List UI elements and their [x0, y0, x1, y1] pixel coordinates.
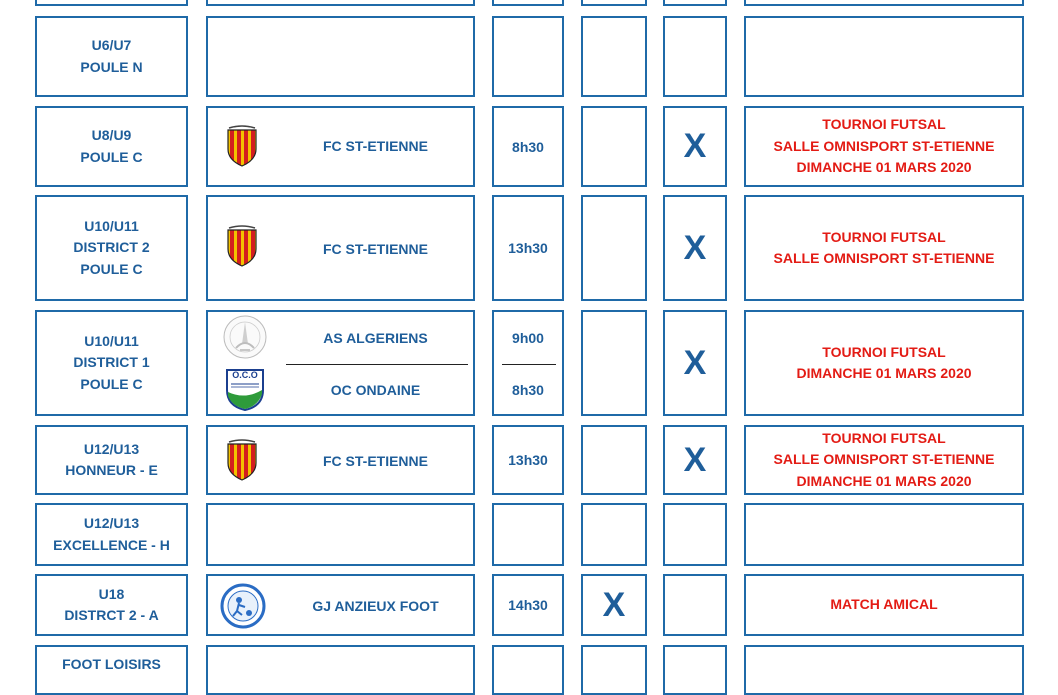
cell-note-u12u13-excellence	[744, 503, 1024, 566]
cell-category-u18	[35, 574, 188, 636]
cell-team-u8u9	[206, 106, 475, 187]
cell-category-row0	[35, 0, 188, 6]
as-algeriens-logo-icon	[222, 314, 268, 360]
team-name: GJ ANZIEUX FOOT	[312, 598, 439, 614]
note-line: DIMANCHE 01 MARS 2020	[796, 472, 972, 489]
cell-team-row0	[206, 0, 475, 6]
cell-note-u18	[744, 574, 1024, 636]
category-line: DISTRICT 1	[73, 354, 150, 371]
cell-away-u8u9	[663, 106, 727, 187]
cell-time-u8u9	[492, 106, 564, 187]
kickoff-time: 8h30	[512, 138, 544, 155]
note-line: TOURNOI FUTSAL	[822, 116, 946, 133]
cell-away-u6u7	[663, 16, 727, 97]
home-mark: X	[602, 585, 626, 624]
fc-st-etienne-crest-icon	[226, 225, 258, 267]
note-line: TOURNOI FUTSAL	[822, 228, 946, 245]
cell-home-u6u7	[581, 16, 647, 97]
note-line: SALLE OMNISPORT ST-ETIENNE	[773, 250, 995, 266]
cell-time-u10u11-d1	[492, 310, 564, 416]
fc-st-etienne-crest-icon	[226, 125, 258, 167]
kickoff-time: 13h30	[508, 240, 548, 256]
cell-time-row0	[492, 0, 564, 6]
team-name-a: AS ALGERIENS	[323, 330, 428, 346]
divider	[286, 364, 468, 365]
cell-time-u18	[492, 574, 564, 636]
category-line: POULE C	[80, 260, 143, 277]
cell-home-u10u11-d1	[581, 310, 647, 416]
cell-category-u12u13-honneur	[35, 425, 188, 495]
cell-home-u8u9	[581, 106, 647, 187]
cell-note-u10u11-d1	[744, 310, 1024, 416]
cell-note-row0	[744, 0, 1024, 6]
cell-team-u6u7	[206, 16, 475, 97]
cell-category-u10u11-d1	[35, 310, 188, 416]
category-line: HONNEUR - E	[65, 462, 158, 478]
away-mark: X	[683, 343, 707, 382]
cell-team-u12u13-honneur	[206, 425, 475, 495]
away-mark: X	[683, 127, 707, 165]
category-line: U10/U11	[84, 217, 139, 234]
note-line: SALLE OMNISPORT ST-ETIENNE	[773, 451, 995, 468]
kickoff-time: 13h30	[508, 452, 548, 468]
fc-st-etienne-crest-icon	[226, 439, 258, 481]
cell-away-u10u11-d1	[663, 310, 727, 416]
cell-time-u10u11-d2	[492, 195, 564, 301]
cell-category-u10u11-d2	[35, 195, 188, 301]
cell-home-u10u11-d2	[581, 195, 647, 301]
team-name-b: OC ONDAINE	[330, 382, 421, 398]
kickoff-time-b: 8h30	[512, 382, 544, 398]
away-mark: X	[683, 228, 707, 267]
cell-note-u12u13-honneur	[744, 425, 1024, 495]
cell-team-u10u11-d2	[206, 195, 475, 301]
category-line: POULE N	[80, 58, 143, 75]
cell-away-u18	[663, 574, 727, 636]
category-line: U18	[98, 585, 125, 602]
cell-category-foot-loisirs	[35, 645, 188, 695]
category-line: DISTRCT 2 - A	[64, 607, 159, 623]
note-line: SALLE OMNISPORT ST-ETIENNE	[773, 137, 995, 154]
cell-home-row0	[581, 0, 647, 6]
category-line: FOOT LOISIRS	[62, 656, 161, 672]
away-mark: X	[683, 440, 707, 479]
note-line: DIMANCHE 01 MARS 2020	[796, 159, 972, 176]
category-line: EXCELLENCE - H	[53, 536, 170, 553]
cell-note-u8u9	[744, 106, 1024, 187]
cell-category-u6u7	[35, 16, 188, 97]
cell-home-u12u13-excellence	[581, 503, 647, 566]
divider	[502, 364, 556, 365]
cell-time-foot-loisirs	[492, 645, 564, 695]
cell-home-u12u13-honneur	[581, 425, 647, 495]
cell-away-u12u13-excellence	[663, 503, 727, 566]
oc-ondaine-crest-text: O.C.O	[232, 370, 258, 380]
category-line: U8/U9	[91, 127, 132, 143]
cell-home-u18	[581, 574, 647, 636]
note-line: TOURNOI FUTSAL	[822, 429, 946, 446]
category-line: POULE C	[80, 148, 143, 165]
cell-time-u12u13-excellence	[492, 503, 564, 566]
kickoff-time: 14h30	[508, 597, 548, 613]
cell-team-u12u13-excellence	[206, 503, 475, 566]
cell-note-u10u11-d2	[744, 195, 1024, 301]
oc-ondaine-logo	[222, 366, 268, 412]
cell-team-foot-loisirs	[206, 645, 475, 695]
category-line: U12/U13	[83, 440, 140, 457]
cell-away-row0	[663, 0, 727, 6]
team-name: FC ST-ETIENNE	[322, 453, 428, 469]
cell-team-u18	[206, 574, 475, 636]
cell-note-u6u7	[744, 16, 1024, 97]
note-line: TOURNOI FUTSAL	[822, 343, 946, 360]
category-line: POULE C	[80, 375, 143, 392]
cell-home-foot-loisirs	[581, 645, 647, 695]
gj-anzieux-foot-logo-icon	[220, 583, 266, 629]
category-line: U12/U13	[83, 515, 140, 531]
cell-team-u10u11-d1	[206, 310, 475, 416]
category-line: DISTRICT 2	[73, 239, 150, 256]
kickoff-time-a: 9h00	[512, 330, 544, 346]
cell-category-u12u13-excellence	[35, 503, 188, 566]
cell-away-u10u11-d2	[663, 195, 727, 301]
cell-note-foot-loisirs	[744, 645, 1024, 695]
team-name: FC ST-ETIENNE	[322, 138, 428, 154]
cell-away-foot-loisirs	[663, 645, 727, 695]
note-line: MATCH AMICAL	[830, 596, 938, 613]
category-line: U10/U11	[84, 332, 139, 349]
cell-time-u12u13-honneur	[492, 425, 564, 495]
team-name: FC ST-ETIENNE	[322, 241, 428, 257]
category-line: U6/U7	[91, 37, 132, 53]
cell-away-u12u13-honneur	[663, 425, 727, 495]
cell-time-u6u7	[492, 16, 564, 97]
note-line: DIMANCHE 01 MARS 2020	[796, 365, 972, 381]
cell-category-u8u9	[35, 106, 188, 187]
